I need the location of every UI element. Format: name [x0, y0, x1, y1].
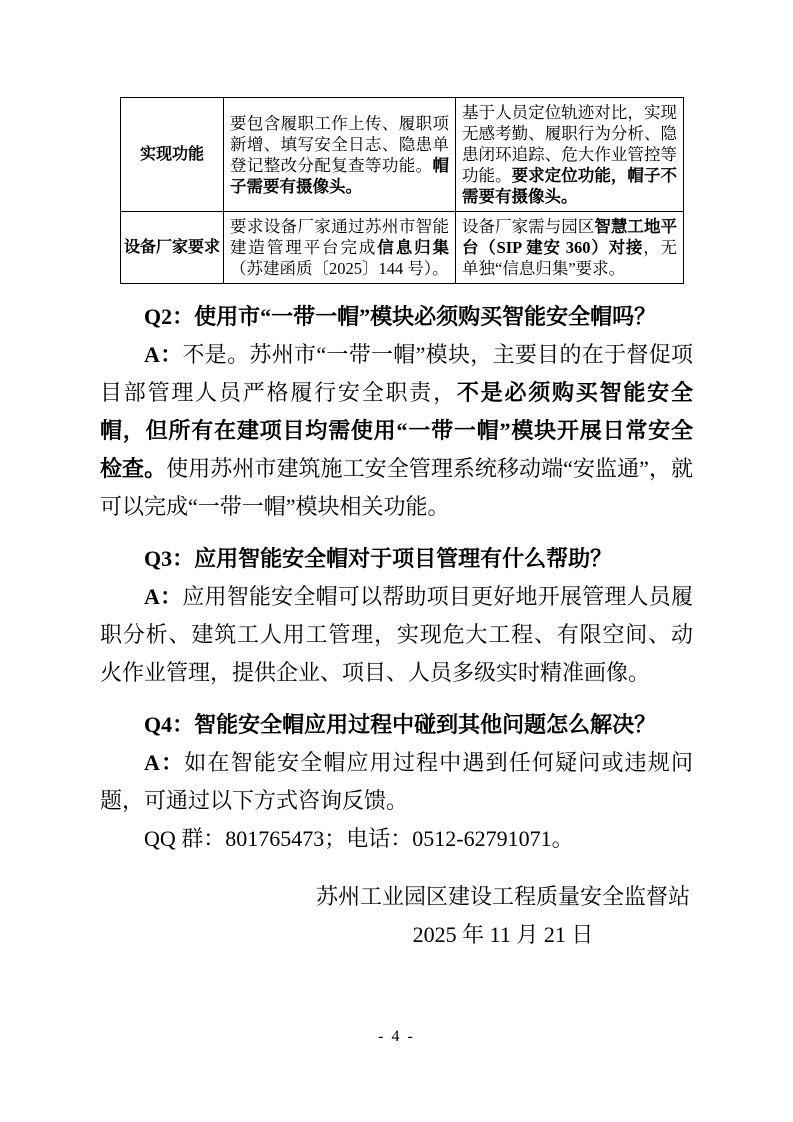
answer-q4: A：如在智能安全帽应用过程中遇到任何疑问或违规问题，可通过以下方式咨询反馈。 — [100, 750, 693, 813]
answer-q3: A：应用智能安全帽可以帮助项目更好地开展管理人员履职分析、建筑工人用工管理，实现危大工程、有限空间、动火作业管理，提供企业、项目、人员多级实时精准画像。 — [100, 584, 693, 685]
table-row-functions — [121, 98, 684, 212]
park-vendor-cell: 设备厂家需与园区智慧工地平台（SIP 建安 360）对接，无单独“信息归集”要求。 — [456, 212, 684, 284]
page-number: - 4 - — [378, 1028, 415, 1045]
closing-block — [213, 878, 793, 954]
answer-q2: A：不是。苏州市“一带一帽”模块，主要目的在于督促项目部管理人员严格履行安全职责，不是必须购买智能安全帽，但所有在建项目均需使用“一带一帽”模块开展日常安全检查。使用苏州市建筑施工安全管理系统移动端“安监通”，就可以完成“一带一帽”模块相关功能。 — [100, 342, 694, 519]
contact-line: QQ 群：801765473；电话：0512-62791071。 — [144, 826, 574, 851]
question-q3: Q3：应用智能安全帽对于项目管理有什么帮助？ — [144, 546, 613, 571]
park-functions-cell: 基于人员定位轨迹对比，实现无感考勤、履职行为分析、隐患闭环追踪、危大作业管控等功能。要求定位功能，帽子不需要有摄像头。 — [456, 98, 684, 212]
signature-organization: 苏州工业园区建设工程质量安全监督站 — [315, 884, 690, 909]
requirements-comparison-table — [120, 97, 684, 284]
city-vendor-cell: 要求设备厂家通过苏州市智能建造管理平台完成信息归集（苏建函质〔2025〕144 号）。 — [224, 212, 456, 284]
row-header-functions: 实现功能 — [121, 98, 224, 212]
qa-content — [100, 298, 693, 954]
city-functions-cell: 要包含履职工作上传、履职项新增、填写安全日志、隐患单登记整改分配复查等功能。帽子需要有摄像头。 — [224, 98, 456, 212]
question-q4: Q4：智能安全帽应用过程中碰到其他问题怎么解决？ — [144, 712, 657, 737]
question-q2: Q2：使用市“一带一帽”模块必须购买智能安全帽吗？ — [144, 304, 657, 329]
row-header-vendor-requirements: 设备厂家要求 — [121, 212, 224, 284]
signature-date: 2025 年 11 月 21 日 — [412, 922, 594, 947]
table-row-vendor-requirements — [121, 212, 684, 284]
